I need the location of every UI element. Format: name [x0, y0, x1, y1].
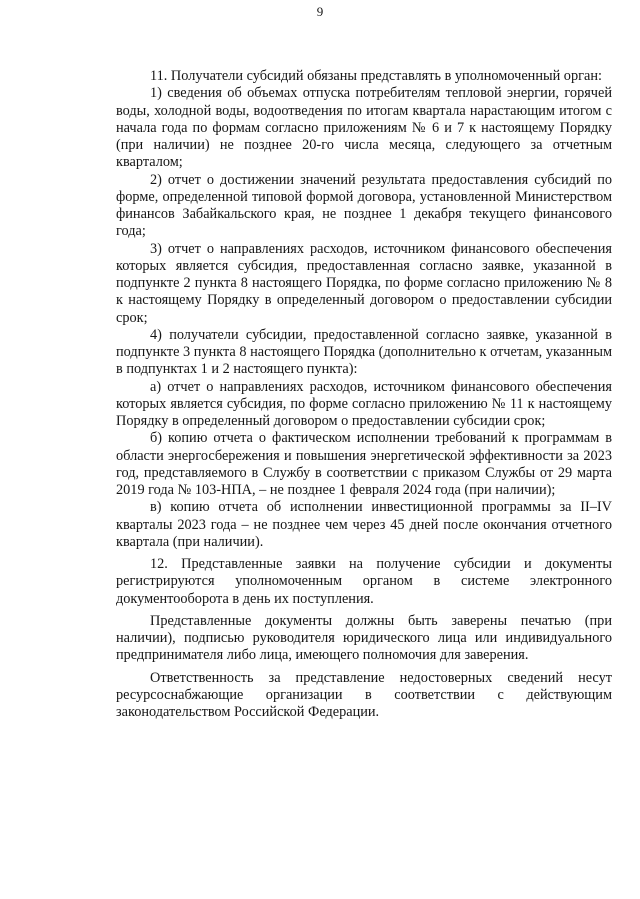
paragraph-certification: Представленные документы должны быть заверены печатью (при наличии), подписью руководителя юридического лица или индивидуального предпринимателя либо лица, имеющего полномочия для заверения. — [116, 612, 612, 664]
paragraph-11-item-4a: а) отчет о направлениях расходов, источником финансового обеспечения которых является субсидия, по форме согласно приложению № 11 к настоящему Порядку в определенный договором о предоставлении субсидии срок; — [116, 378, 612, 429]
document-body — [116, 68, 612, 721]
paragraph-responsibility: Ответственность за представление недостоверных сведений несут ресурсоснабжающие организации в соответствии с действующим законодательством Российской Федерации. — [116, 669, 612, 720]
paragraph-11-item-4b: б) копию отчета о фактическом исполнении требований к программам в области энергосбережения и повышения энергетической эффективности за 2023 год, представляемого в Службу в соответствии с приказом Службы от 29 марта 2019 года № 103-НПА, – не позднее 1 февраля 2024 года (при наличии); — [116, 430, 612, 498]
paragraph-11-item-4: 4) получатели субсидии, предоставленной согласно заявке, указанной в подпункте 3 пункта 8 настоящего Порядка (дополнительно к отчетам, указанным в подпунктах 1 и 2 настоящего пункта): — [116, 326, 612, 378]
paragraph-11-intro: 11. Получатели субсидий обязаны представлять в уполномоченный орган: — [150, 68, 602, 84]
paragraph-12: 12. Представленные заявки на получение субсидии и документы регистрируются уполномоченным органом в системе электронного документооборота в день их поступления. — [116, 556, 612, 607]
paragraph-11-item-2: 2) отчет о достижении значений результата предоставления субсидий по форме, определенной типовой формой договора, установленной Министерством финансов Забайкальского края, не позднее 1 декабря текущего финансового года; — [116, 171, 612, 240]
paragraph-11-item-1: 1) сведения об объемах отпуска потребителям тепловой энергии, горячей воды, холодной воды, водоотведения по итогам квартала нарастающим итогом с начала года по формам согласно приложениям № 6 и 7 к настоящему Порядку (при наличии) не позднее 20-го числа месяца, следующего за отчетным кварталом; — [116, 85, 612, 171]
paragraph-11-item-3: 3) отчет о направлениях расходов, источником финансового обеспечения которых является субсидия, предоставленная согласно заявке, указанной в подпункте 2 пункта 8 настоящего Порядка, по форме согласно приложению № 8 к настоящему Порядку в определенный договором о предоставлении субсидии срок; — [116, 240, 612, 326]
page-number: 9 — [316, 4, 324, 19]
paragraph-11-item-4c: в) копию отчета об исполнении инвестиционной программы за II–IV кварталы 2023 года – не позднее чем через 45 дней после окончания отчетного квартала (при наличии). — [116, 499, 612, 550]
